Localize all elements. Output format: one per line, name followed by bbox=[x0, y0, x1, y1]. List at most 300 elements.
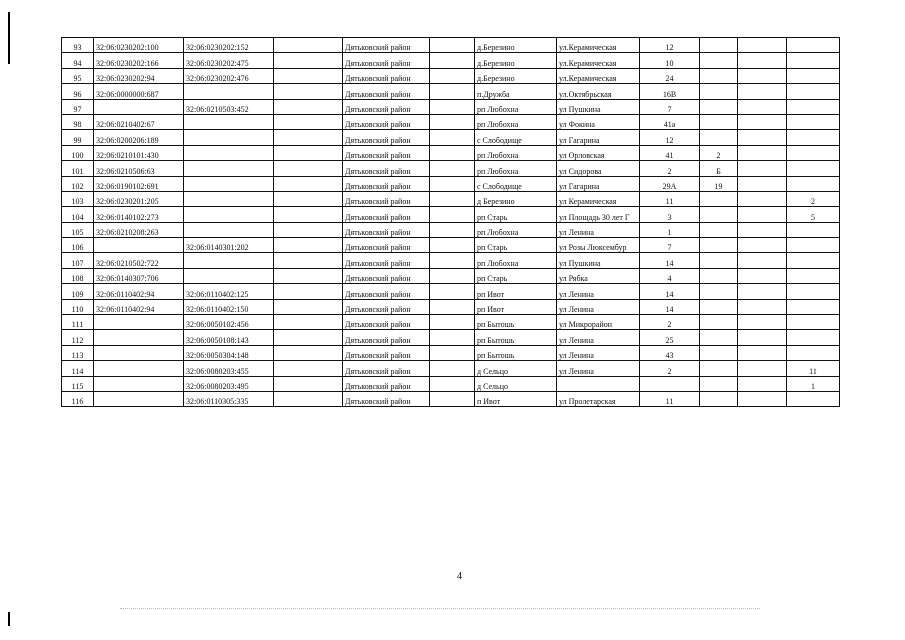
house-cell: 24 bbox=[640, 68, 700, 83]
cadastral-land-cell: 32:06:0230202:100 bbox=[94, 38, 184, 53]
extra-cell bbox=[430, 253, 475, 268]
note-cell bbox=[274, 268, 343, 283]
room-cell bbox=[738, 53, 787, 68]
cadastral-building-cell bbox=[184, 130, 274, 145]
apartment-cell bbox=[700, 376, 738, 391]
apartment-cell bbox=[700, 130, 738, 145]
extra-cell bbox=[430, 130, 475, 145]
count-cell bbox=[787, 145, 840, 160]
extra-cell bbox=[430, 176, 475, 191]
district-cell: Дятьковский район bbox=[343, 391, 430, 406]
row-number-cell: 97 bbox=[62, 99, 94, 114]
house-cell: 1 bbox=[640, 222, 700, 237]
count-cell bbox=[787, 130, 840, 145]
cadastral-building-cell: 32:06:0110305:335 bbox=[184, 391, 274, 406]
cadastral-land-cell: 32:06:0230202:94 bbox=[94, 68, 184, 83]
room-cell bbox=[738, 84, 787, 99]
apartment-cell bbox=[700, 53, 738, 68]
district-cell: Дятьковский район bbox=[343, 130, 430, 145]
cadastral-land-cell bbox=[94, 391, 184, 406]
table-row bbox=[62, 38, 840, 53]
locality-cell: рп Старь bbox=[475, 207, 557, 222]
extra-cell bbox=[430, 99, 475, 114]
count-cell bbox=[787, 238, 840, 253]
table-row bbox=[62, 253, 840, 268]
table-row bbox=[62, 99, 840, 114]
page-number: 4 bbox=[457, 571, 462, 582]
note-cell bbox=[274, 84, 343, 99]
cadastral-land-cell: 32:06:0210506:63 bbox=[94, 161, 184, 176]
district-cell: Дятьковский район bbox=[343, 84, 430, 99]
locality-cell: рп Старь bbox=[475, 238, 557, 253]
room-cell bbox=[738, 114, 787, 129]
locality-cell: д Березино bbox=[475, 191, 557, 206]
district-cell: Дятьковский район bbox=[343, 253, 430, 268]
apartment-cell bbox=[700, 84, 738, 99]
cadastral-land-cell bbox=[94, 238, 184, 253]
room-cell bbox=[738, 345, 787, 360]
row-number-cell: 116 bbox=[62, 391, 94, 406]
extra-cell bbox=[430, 284, 475, 299]
locality-cell: д Сельцо bbox=[475, 361, 557, 376]
table-row bbox=[62, 53, 840, 68]
house-cell: 11 bbox=[640, 391, 700, 406]
count-cell bbox=[787, 315, 840, 330]
street-cell: ул Ленина bbox=[557, 330, 640, 345]
table-row bbox=[62, 345, 840, 360]
house-cell bbox=[640, 376, 700, 391]
row-number-cell: 103 bbox=[62, 191, 94, 206]
table-row bbox=[62, 114, 840, 129]
note-cell bbox=[274, 176, 343, 191]
room-cell bbox=[738, 191, 787, 206]
extra-cell bbox=[430, 68, 475, 83]
room-cell bbox=[738, 268, 787, 283]
note-cell bbox=[274, 53, 343, 68]
room-cell bbox=[738, 253, 787, 268]
locality-cell: д.Березино bbox=[475, 38, 557, 53]
count-cell bbox=[787, 345, 840, 360]
room-cell bbox=[738, 361, 787, 376]
locality-cell: с Слободище bbox=[475, 130, 557, 145]
cadastral-land-cell: 32:06:0000000:687 bbox=[94, 84, 184, 99]
street-cell: ул Ленина bbox=[557, 284, 640, 299]
locality-cell: рп Любохна bbox=[475, 222, 557, 237]
cadastral-building-cell: 32:06:0230202:475 bbox=[184, 53, 274, 68]
street-cell: ул Сидорова bbox=[557, 161, 640, 176]
extra-cell bbox=[430, 222, 475, 237]
locality-cell: д.Березино bbox=[475, 68, 557, 83]
house-cell: 12 bbox=[640, 38, 700, 53]
count-cell bbox=[787, 114, 840, 129]
house-cell: 11 bbox=[640, 191, 700, 206]
cadastral-land-cell: 32:06:0230202:166 bbox=[94, 53, 184, 68]
cadastral-land-cell bbox=[94, 376, 184, 391]
note-cell bbox=[274, 191, 343, 206]
district-cell: Дятьковский район bbox=[343, 222, 430, 237]
apartment-cell bbox=[700, 345, 738, 360]
note-cell bbox=[274, 145, 343, 160]
locality-cell: рп Ивот bbox=[475, 284, 557, 299]
count-cell bbox=[787, 99, 840, 114]
apartment-cell bbox=[700, 191, 738, 206]
cadastral-building-cell: 32:06:0080203:495 bbox=[184, 376, 274, 391]
street-cell: ул Гагарина bbox=[557, 176, 640, 191]
note-cell bbox=[274, 315, 343, 330]
house-cell: 14 bbox=[640, 284, 700, 299]
extra-cell bbox=[430, 268, 475, 283]
row-number-cell: 107 bbox=[62, 253, 94, 268]
table-row bbox=[62, 238, 840, 253]
cadastral-building-cell bbox=[184, 114, 274, 129]
apartment-cell bbox=[700, 330, 738, 345]
note-cell bbox=[274, 207, 343, 222]
extra-cell bbox=[430, 38, 475, 53]
cadastral-land-cell bbox=[94, 99, 184, 114]
row-number-cell: 114 bbox=[62, 361, 94, 376]
table-row bbox=[62, 191, 840, 206]
note-cell bbox=[274, 222, 343, 237]
row-number-cell: 102 bbox=[62, 176, 94, 191]
row-number-cell: 93 bbox=[62, 38, 94, 53]
row-number-cell: 106 bbox=[62, 238, 94, 253]
count-cell bbox=[787, 53, 840, 68]
locality-cell: д.Березино bbox=[475, 53, 557, 68]
locality-cell: рп Любохна bbox=[475, 99, 557, 114]
room-cell bbox=[738, 376, 787, 391]
apartment-cell bbox=[700, 299, 738, 314]
locality-cell: п Ивот bbox=[475, 391, 557, 406]
room-cell bbox=[738, 145, 787, 160]
street-cell: ул Розы Люксембур bbox=[557, 238, 640, 253]
cadastral-building-cell bbox=[184, 253, 274, 268]
house-cell: 2 bbox=[640, 361, 700, 376]
room-cell bbox=[738, 330, 787, 345]
table-row bbox=[62, 222, 840, 237]
apartment-cell bbox=[700, 391, 738, 406]
cadastral-building-cell bbox=[184, 176, 274, 191]
district-cell: Дятьковский район bbox=[343, 38, 430, 53]
room-cell bbox=[738, 299, 787, 314]
cadastral-building-cell: 32:06:0230202:152 bbox=[184, 38, 274, 53]
street-cell: ул.Керамическая bbox=[557, 53, 640, 68]
cadastral-land-cell: 32:06:0210208:263 bbox=[94, 222, 184, 237]
house-cell: 7 bbox=[640, 238, 700, 253]
count-cell: 1 bbox=[787, 376, 840, 391]
note-cell bbox=[274, 68, 343, 83]
row-number-cell: 111 bbox=[62, 315, 94, 330]
locality-cell: рп Бытошь bbox=[475, 345, 557, 360]
table-row bbox=[62, 84, 840, 99]
apartment-cell bbox=[700, 99, 738, 114]
room-cell bbox=[738, 176, 787, 191]
table-row bbox=[62, 391, 840, 406]
count-cell bbox=[787, 330, 840, 345]
apartment-cell: 19 bbox=[700, 176, 738, 191]
note-cell bbox=[274, 345, 343, 360]
locality-cell: рп Старь bbox=[475, 268, 557, 283]
house-cell: 25 bbox=[640, 330, 700, 345]
table-row bbox=[62, 315, 840, 330]
street-cell: ул.Керамическая bbox=[557, 68, 640, 83]
row-number-cell: 99 bbox=[62, 130, 94, 145]
scan-margin-mark-bottom bbox=[8, 612, 10, 626]
table-row bbox=[62, 207, 840, 222]
house-cell: 16В bbox=[640, 84, 700, 99]
cadastral-building-cell: 32:06:0110402:150 bbox=[184, 299, 274, 314]
district-cell: Дятьковский район bbox=[343, 299, 430, 314]
registry-body bbox=[62, 38, 840, 407]
street-cell: ул Ленина bbox=[557, 361, 640, 376]
apartment-cell bbox=[700, 238, 738, 253]
count-cell bbox=[787, 299, 840, 314]
table-row bbox=[62, 376, 840, 391]
district-cell: Дятьковский район bbox=[343, 68, 430, 83]
count-cell bbox=[787, 253, 840, 268]
row-number-cell: 104 bbox=[62, 207, 94, 222]
extra-cell bbox=[430, 315, 475, 330]
cadastral-land-cell: 32:06:0210402:67 bbox=[94, 114, 184, 129]
district-cell: Дятьковский район bbox=[343, 315, 430, 330]
cadastral-land-cell bbox=[94, 315, 184, 330]
district-cell: Дятьковский район bbox=[343, 330, 430, 345]
house-cell: 43 bbox=[640, 345, 700, 360]
row-number-cell: 115 bbox=[62, 376, 94, 391]
note-cell bbox=[274, 238, 343, 253]
extra-cell bbox=[430, 330, 475, 345]
count-cell bbox=[787, 391, 840, 406]
district-cell: Дятьковский район bbox=[343, 53, 430, 68]
locality-cell: рп Любохна bbox=[475, 161, 557, 176]
note-cell bbox=[274, 130, 343, 145]
count-cell bbox=[787, 84, 840, 99]
scan-artifact-line bbox=[120, 608, 760, 611]
house-cell: 4 bbox=[640, 268, 700, 283]
house-cell: 2 bbox=[640, 315, 700, 330]
street-cell bbox=[557, 376, 640, 391]
locality-cell: п.Дружба bbox=[475, 84, 557, 99]
row-number-cell: 98 bbox=[62, 114, 94, 129]
note-cell bbox=[274, 361, 343, 376]
district-cell: Дятьковский район bbox=[343, 99, 430, 114]
locality-cell: рп Любохна bbox=[475, 253, 557, 268]
house-cell: 12 bbox=[640, 130, 700, 145]
scan-margin-mark bbox=[8, 12, 10, 64]
extra-cell bbox=[430, 53, 475, 68]
house-cell: 41 bbox=[640, 145, 700, 160]
street-cell: ул.Октябрьская bbox=[557, 84, 640, 99]
room-cell bbox=[738, 238, 787, 253]
cadastral-land-cell: 32:06:0140102:273 bbox=[94, 207, 184, 222]
note-cell bbox=[274, 253, 343, 268]
cadastral-building-cell bbox=[184, 161, 274, 176]
district-cell: Дятьковский район bbox=[343, 176, 430, 191]
street-cell: ул Фокина bbox=[557, 114, 640, 129]
apartment-cell bbox=[700, 361, 738, 376]
locality-cell: рп Ивот bbox=[475, 299, 557, 314]
cadastral-land-cell: 32:06:0230201:205 bbox=[94, 191, 184, 206]
cadastral-building-cell: 32:06:0140301:202 bbox=[184, 238, 274, 253]
cadastral-land-cell: 32:06:0110402:94 bbox=[94, 299, 184, 314]
district-cell: Дятьковский район bbox=[343, 238, 430, 253]
house-cell: 2 bbox=[640, 161, 700, 176]
cadastral-land-cell: 32:06:0200206:189 bbox=[94, 130, 184, 145]
note-cell bbox=[274, 330, 343, 345]
street-cell: ул.Керамическая bbox=[557, 38, 640, 53]
apartment-cell bbox=[700, 268, 738, 283]
cadastral-building-cell: 32:06:0050102:456 bbox=[184, 315, 274, 330]
district-cell: Дятьковский район bbox=[343, 191, 430, 206]
cadastral-building-cell bbox=[184, 268, 274, 283]
count-cell bbox=[787, 176, 840, 191]
note-cell bbox=[274, 38, 343, 53]
locality-cell: рп Любохна bbox=[475, 145, 557, 160]
note-cell bbox=[274, 114, 343, 129]
cadastral-land-cell: 32:06:0210101:430 bbox=[94, 145, 184, 160]
extra-cell bbox=[430, 207, 475, 222]
street-cell: ул Ленина bbox=[557, 299, 640, 314]
room-cell bbox=[738, 284, 787, 299]
count-cell bbox=[787, 68, 840, 83]
street-cell: ул Керамическая bbox=[557, 191, 640, 206]
note-cell bbox=[274, 376, 343, 391]
street-cell: ул Пушкина bbox=[557, 99, 640, 114]
room-cell bbox=[738, 68, 787, 83]
house-cell: 3 bbox=[640, 207, 700, 222]
cadastral-land-cell bbox=[94, 361, 184, 376]
apartment-cell bbox=[700, 38, 738, 53]
apartment-cell bbox=[700, 207, 738, 222]
row-number-cell: 112 bbox=[62, 330, 94, 345]
cadastral-building-cell: 32:06:0050304:148 bbox=[184, 345, 274, 360]
extra-cell bbox=[430, 361, 475, 376]
cadastral-building-cell: 32:06:0080203:455 bbox=[184, 361, 274, 376]
count-cell: 5 bbox=[787, 207, 840, 222]
apartment-cell bbox=[700, 315, 738, 330]
table-row bbox=[62, 145, 840, 160]
table-row bbox=[62, 68, 840, 83]
count-cell bbox=[787, 161, 840, 176]
house-cell: 29А bbox=[640, 176, 700, 191]
cadastral-building-cell bbox=[184, 207, 274, 222]
district-cell: Дятьковский район bbox=[343, 361, 430, 376]
district-cell: Дятьковский район bbox=[343, 376, 430, 391]
district-cell: Дятьковский район bbox=[343, 161, 430, 176]
room-cell bbox=[738, 161, 787, 176]
street-cell: ул Пушкина bbox=[557, 253, 640, 268]
count-cell bbox=[787, 222, 840, 237]
street-cell: ул Орловская bbox=[557, 145, 640, 160]
count-cell bbox=[787, 38, 840, 53]
locality-cell: рп Бытошь bbox=[475, 315, 557, 330]
district-cell: Дятьковский район bbox=[343, 145, 430, 160]
street-cell: ул Пролетарская bbox=[557, 391, 640, 406]
apartment-cell: Б bbox=[700, 161, 738, 176]
street-cell: ул Ленина bbox=[557, 222, 640, 237]
table-row bbox=[62, 130, 840, 145]
locality-cell: рп Бытошь bbox=[475, 330, 557, 345]
street-cell: ул Площадь 30 лет Г bbox=[557, 207, 640, 222]
apartment-cell bbox=[700, 253, 738, 268]
row-number-cell: 100 bbox=[62, 145, 94, 160]
district-cell: Дятьковский район bbox=[343, 345, 430, 360]
apartment-cell bbox=[700, 68, 738, 83]
extra-cell bbox=[430, 376, 475, 391]
room-cell bbox=[738, 315, 787, 330]
apartment-cell bbox=[700, 114, 738, 129]
cadastral-land-cell: 32:06:0140307:706 bbox=[94, 268, 184, 283]
row-number-cell: 96 bbox=[62, 84, 94, 99]
row-number-cell: 110 bbox=[62, 299, 94, 314]
room-cell bbox=[738, 130, 787, 145]
cadastral-land-cell bbox=[94, 330, 184, 345]
street-cell: ул Гагарина bbox=[557, 130, 640, 145]
house-cell: 41а bbox=[640, 114, 700, 129]
row-number-cell: 95 bbox=[62, 68, 94, 83]
extra-cell bbox=[430, 238, 475, 253]
apartment-cell bbox=[700, 284, 738, 299]
table-row bbox=[62, 161, 840, 176]
count-cell: 2 bbox=[787, 191, 840, 206]
street-cell: ул Микрорайон bbox=[557, 315, 640, 330]
house-cell: 14 bbox=[640, 299, 700, 314]
note-cell bbox=[274, 284, 343, 299]
row-number-cell: 108 bbox=[62, 268, 94, 283]
locality-cell: рп Любохна bbox=[475, 114, 557, 129]
cadastral-land-cell: 32:06:0190102:691 bbox=[94, 176, 184, 191]
room-cell bbox=[738, 99, 787, 114]
cadastral-building-cell: 32:06:0050108:143 bbox=[184, 330, 274, 345]
extra-cell bbox=[430, 161, 475, 176]
district-cell: Дятьковский район bbox=[343, 268, 430, 283]
row-number-cell: 105 bbox=[62, 222, 94, 237]
room-cell bbox=[738, 207, 787, 222]
cadastral-building-cell: 32:06:0110402:125 bbox=[184, 284, 274, 299]
street-cell: ул Ленина bbox=[557, 345, 640, 360]
table-row bbox=[62, 361, 840, 376]
locality-cell: с Слободище bbox=[475, 176, 557, 191]
house-cell: 14 bbox=[640, 253, 700, 268]
house-cell: 7 bbox=[640, 99, 700, 114]
note-cell bbox=[274, 99, 343, 114]
count-cell: 11 bbox=[787, 361, 840, 376]
table-row bbox=[62, 284, 840, 299]
district-cell: Дятьковский район bbox=[343, 207, 430, 222]
district-cell: Дятьковский район bbox=[343, 284, 430, 299]
table-row bbox=[62, 299, 840, 314]
district-cell: Дятьковский район bbox=[343, 114, 430, 129]
extra-cell bbox=[430, 299, 475, 314]
table-row bbox=[62, 268, 840, 283]
extra-cell bbox=[430, 84, 475, 99]
room-cell bbox=[738, 38, 787, 53]
cadastral-land-cell bbox=[94, 345, 184, 360]
cadastral-land-cell: 32:06:0210502:722 bbox=[94, 253, 184, 268]
street-cell: ул Рябка bbox=[557, 268, 640, 283]
house-cell: 10 bbox=[640, 53, 700, 68]
cadastral-building-cell: 32:06:0210503:452 bbox=[184, 99, 274, 114]
row-number-cell: 94 bbox=[62, 53, 94, 68]
room-cell bbox=[738, 222, 787, 237]
cadastral-building-cell bbox=[184, 222, 274, 237]
cadastral-land-cell: 32:06:0110402:94 bbox=[94, 284, 184, 299]
extra-cell bbox=[430, 114, 475, 129]
extra-cell bbox=[430, 145, 475, 160]
row-number-cell: 101 bbox=[62, 161, 94, 176]
cadastral-building-cell bbox=[184, 145, 274, 160]
cadastral-building-cell bbox=[184, 84, 274, 99]
cadastral-building-cell: 32:06:0230202:476 bbox=[184, 68, 274, 83]
